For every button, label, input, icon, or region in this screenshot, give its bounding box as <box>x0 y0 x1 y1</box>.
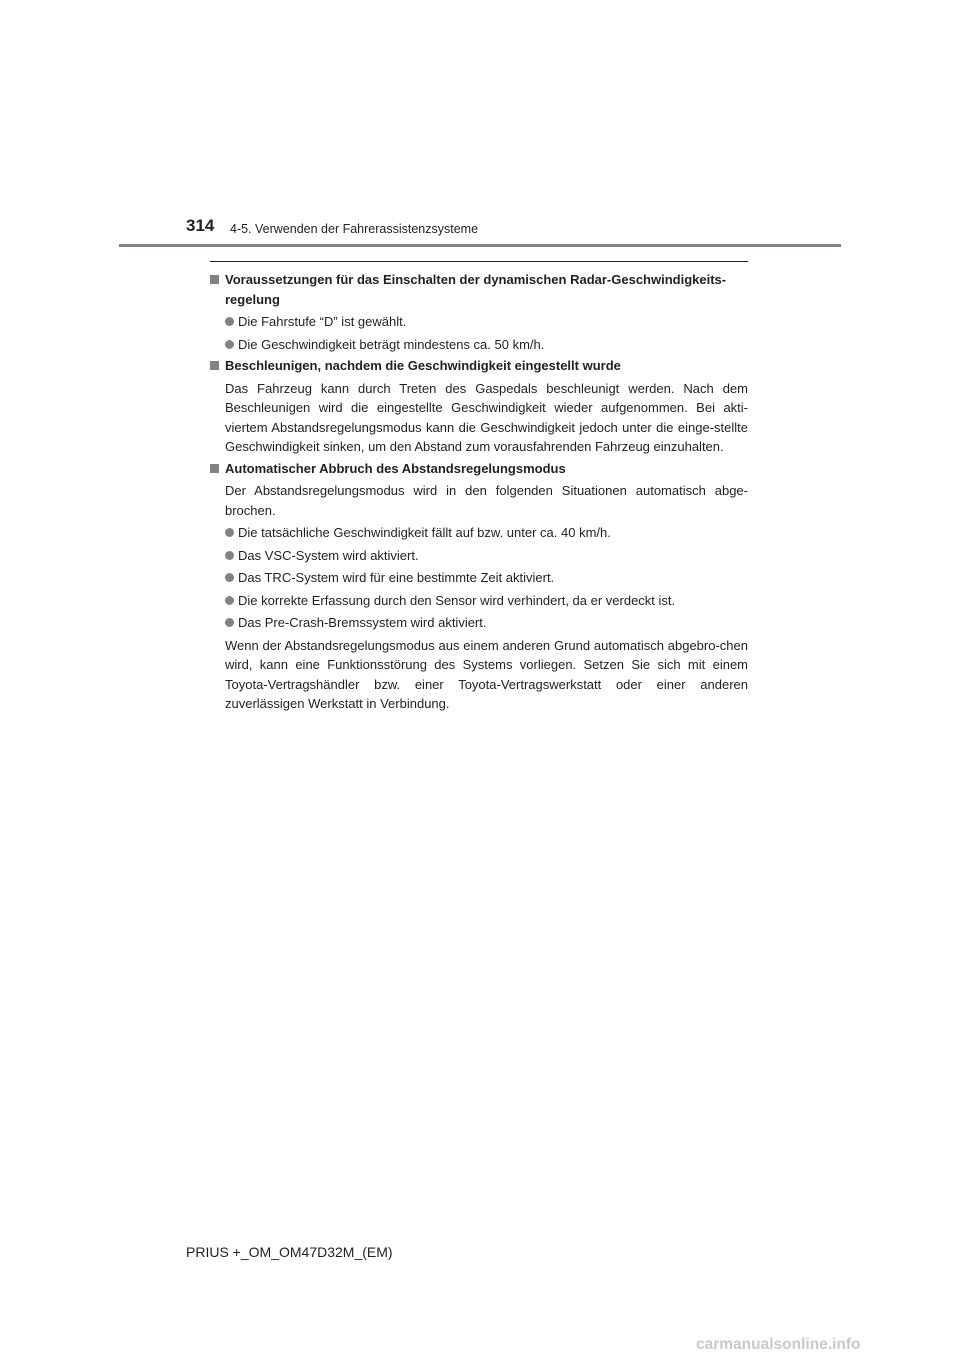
watermark: carmanualsonline.info <box>696 1336 861 1353</box>
section-heading: Beschleunigen, nachdem die Geschwindigkeit eingestellt wurde <box>210 356 748 376</box>
section-heading: Voraussetzungen für das Einschalten der dynamischen Radar-Geschwindigkeits-regelung <box>210 270 748 309</box>
circle-bullet-icon <box>225 340 234 349</box>
circle-bullet-icon <box>225 551 234 560</box>
chapter-title: 4-5. Verwenden der Fahrerassistenzsysteme <box>230 222 479 236</box>
circle-bullet-icon <box>225 317 234 326</box>
section-rule <box>210 261 748 262</box>
section-heading: Automatischer Abbruch des Abstandsregelungsmodus <box>210 459 748 479</box>
square-bullet-icon <box>210 464 219 473</box>
circle-bullet-icon <box>225 528 234 537</box>
list-item: Die korrekte Erfassung durch den Sensor wird verhindert, da er verdeckt ist. <box>210 591 748 611</box>
list-item: Die tatsächliche Geschwindigkeit fällt auf bzw. unter ca. 40 km/h. <box>210 523 748 543</box>
circle-bullet-icon <box>225 618 234 627</box>
circle-bullet-icon <box>225 596 234 605</box>
section-paragraph: Das Fahrzeug kann durch Treten des Gaspedals beschleunigt werden. Nach dem Beschleunigen wird die eingestellte Geschwindigkeit wieder aufgenommen. Bei akti-viertem Abstandsregelungsmodus kann die Geschwindigkeit jedoch unter die einge-stellte Geschwindigkeit sinken, um den Abstand zum vorausfahrenden Fahrzeug einzuhalten. <box>225 380 748 454</box>
section-closing-paragraph: Wenn der Abstandsregelungsmodus aus einem anderen Grund automatisch abgebro-chen wird, kann eine Funktionsstörung des Systems vorliegen. Setzen Sie sich mit einem Toyota-Vertragshändler bzw. einer Toyota-Vertragswerkstatt oder einer anderen zuverlässigen Werkstatt in Verbindung. <box>225 637 748 711</box>
list-item: Das Pre-Crash-Bremssystem wird aktiviert. <box>210 613 748 633</box>
header-rule <box>119 244 841 247</box>
section-paragraph: Der Abstandsregelungsmodus wird in den folgenden Situationen automatisch abge-brochen. <box>225 483 748 518</box>
page-content <box>210 268 748 714</box>
list-item: Die Geschwindigkeit beträgt mindestens ca. 50 km/h. <box>210 335 748 355</box>
circle-bullet-icon <box>225 573 234 582</box>
list-item: Das VSC-System wird aktiviert. <box>210 546 748 566</box>
footer-code: PRIUS +_OM_OM47D32M_(EM) <box>186 1244 393 1260</box>
square-bullet-icon <box>210 361 219 370</box>
page-number: 314 <box>186 216 215 235</box>
square-bullet-icon <box>210 275 219 284</box>
list-item: Das TRC-System wird für eine bestimmte Zeit aktiviert. <box>210 568 748 588</box>
list-item: Die Fahrstufe “D” ist gewählt. <box>210 312 748 332</box>
